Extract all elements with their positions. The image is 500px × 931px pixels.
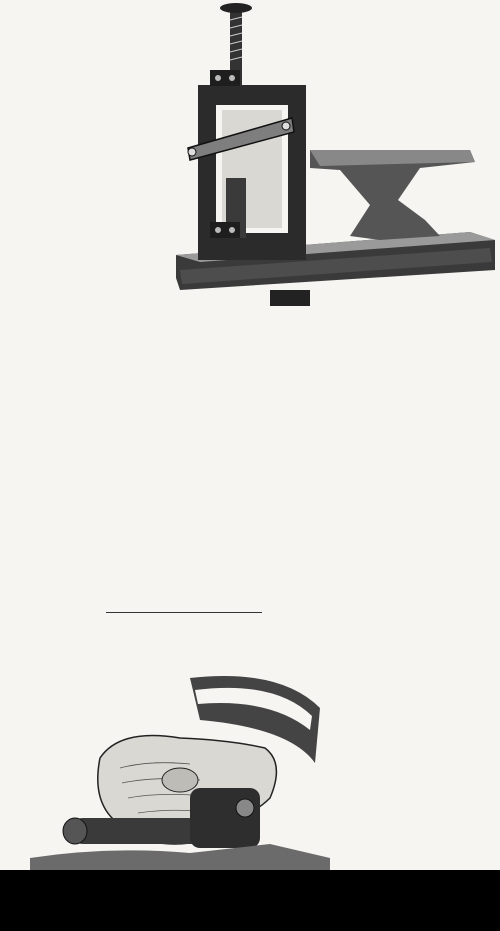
price-row xyxy=(0,579,460,601)
print-cutter-illustration xyxy=(170,0,500,310)
section-divider xyxy=(106,612,262,613)
price-row xyxy=(0,557,460,579)
print-mounter-illustration xyxy=(30,668,340,870)
black-bottom-band xyxy=(0,870,500,931)
